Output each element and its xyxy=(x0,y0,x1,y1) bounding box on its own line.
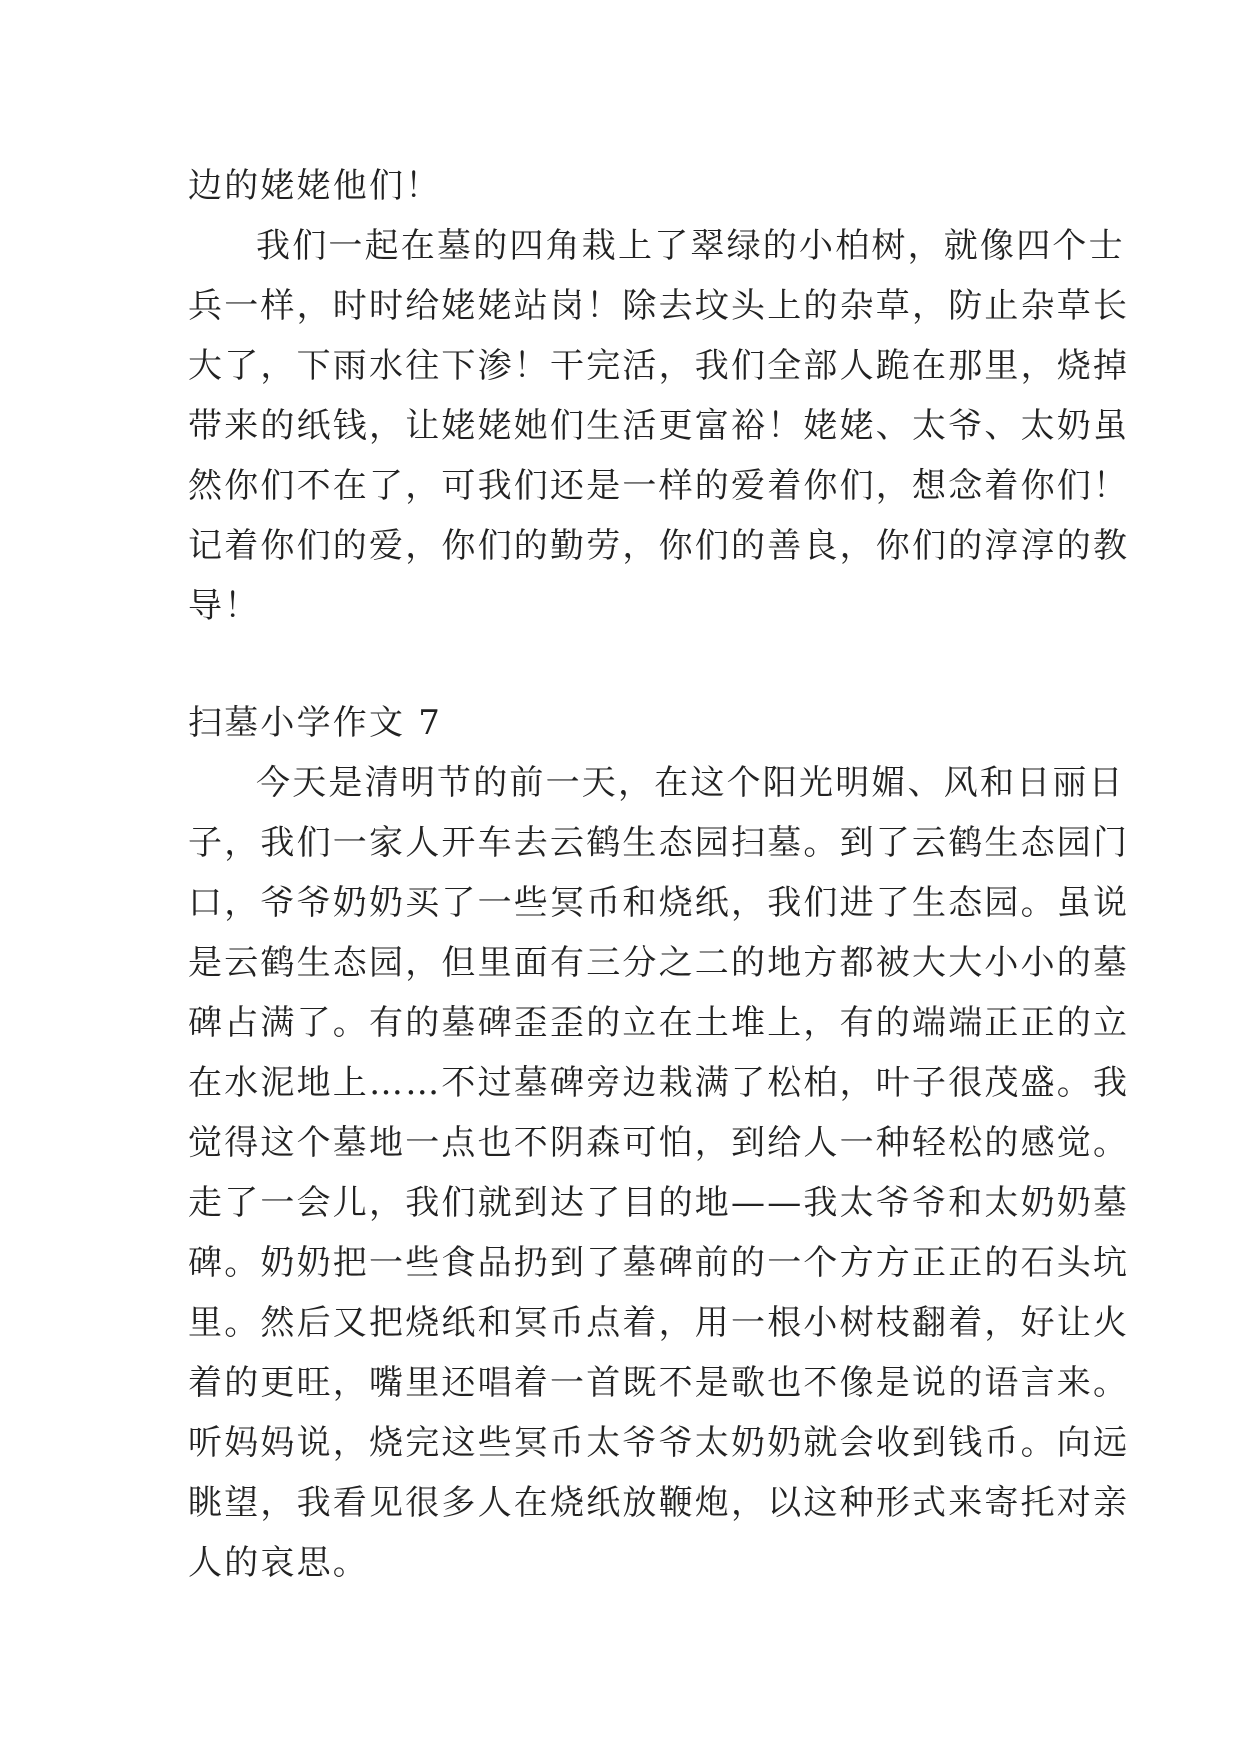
text-line: 子，我们一家人开车去云鹤生态园扫墓。到了云鹤生态园门 xyxy=(188,823,1130,863)
text-line: 我们一起在墓的四角栽上了翠绿的小柏树，就像四个士 xyxy=(256,226,1125,266)
text-line: 碑。奶奶把一些食品扔到了墓碑前的一个方方正正的石头坑 xyxy=(188,1243,1130,1283)
text-line: 带来的纸钱，让姥姥她们生活更富裕！姥姥、太爷、太奶虽 xyxy=(188,406,1130,446)
text-line: 导！ xyxy=(188,586,261,626)
paragraph-2 xyxy=(188,753,1130,1593)
text-line: 在水泥地上……不过墓碑旁边栽满了松柏，叶子很茂盛。我 xyxy=(188,1063,1130,1103)
text-line: 眺望，我看见很多人在烧纸放鞭炮，以这种形式来寄托对亲 xyxy=(188,1483,1130,1523)
text-line: 大了，下雨水往下渗！干完活，我们全部人跪在那里，烧掉 xyxy=(188,346,1130,386)
text-line: 边的姥姥他们！ xyxy=(188,166,442,206)
section-title xyxy=(188,693,1058,753)
previous-paragraph-tail xyxy=(188,156,1058,216)
text-line: 今天是清明节的前一天，在这个阳光明媚、风和日丽日 xyxy=(256,763,1125,803)
text-line: 走了一会儿，我们就到达了目的地——我太爷爷和太奶奶墓 xyxy=(188,1183,1130,1223)
text-line: 里。然后又把烧纸和冥币点着，用一根小树枝翻着，好让火 xyxy=(188,1303,1130,1343)
text-line: 是云鹤生态园，但里面有三分之二的地方都被大大小小的墓 xyxy=(188,943,1130,983)
text-line: 着的更旺，嘴里还唱着一首既不是歌也不像是说的语言来。 xyxy=(188,1363,1130,1403)
text-line: 记着你们的爱，你们的勤劳，你们的善良，你们的淳淳的教 xyxy=(188,526,1130,566)
text-line: 然你们不在了，可我们还是一样的爱着你们，想念着你们！ xyxy=(188,466,1130,506)
text-line: 觉得这个墓地一点也不阴森可怕，到给人一种轻松的感觉。 xyxy=(188,1123,1130,1163)
paragraph-1 xyxy=(188,216,1130,636)
text-line: 人的哀思。 xyxy=(188,1543,369,1583)
text-line: 兵一样，时时给姥姥站岗！除去坟头上的杂草，防止杂草长 xyxy=(188,286,1130,326)
text-line: 碑占满了。有的墓碑歪歪的立在土堆上，有的端端正正的立 xyxy=(188,1003,1130,1043)
text-line: 口，爷爷奶奶买了一些冥币和烧纸，我们进了生态园。虽说 xyxy=(188,883,1130,923)
text-line: 听妈妈说，烧完这些冥币太爷爷太奶奶就会收到钱币。向远 xyxy=(188,1423,1130,1463)
section-title-text: 扫墓小学作文 7 xyxy=(188,703,443,743)
